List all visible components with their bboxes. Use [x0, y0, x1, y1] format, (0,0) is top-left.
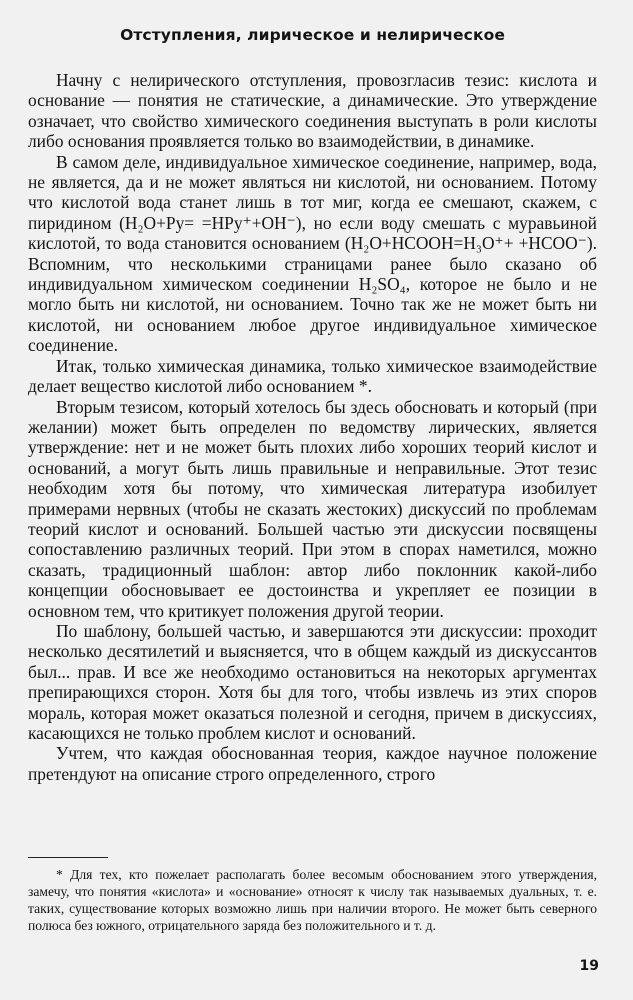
paragraph: По шаблону, большей частью, и завершаются эти дискуссии: проходит несколько десятилетий и выясняется, что в общем каждый из дискуссантов был... прав. И все же необходимо остановиться на некоторых аргументах препирающихся сторон. Хотя бы для того, чтобы извлечь из этих споров мораль, которая может оказаться полезной и сегодня, причем в дискуссиях, касающихся не только проблем кислот и оснований. [28, 620, 597, 743]
paragraph: Начну с нелирического отступления, провозгласив тезис: кислота и основание — понятия не статические, а динамические. Это утверждение означает, что свойство химического соединения выступать в роли кислоты либо основания проявляется только во взаимодействии, в динамике. [28, 70, 597, 152]
paragraph: Учтем, что каждая обоснованная теория, каждое научное положение претендуют на описание строго определенного, строго [28, 743, 597, 784]
paragraph: В самом деле, индивидуальное химическое соединение, например, вода, не является, да и не может являться ни кислотой, ни основанием. Потому что кислотой вода станет лишь в тот миг, когда ее смешают, скажем, с пиридином (H₂O+Py= =HPy⁺+OH⁻), но если воду смешать с муравьиной кислотой, то вода становится основанием (H₂O+HCOOH=H₃O⁺+ +HCOO⁻). Вспомним, что несколькими страницами ранее было сказано об индивидуальном химическом соединении H₂SO₄, которое не было и не могло быть ни кислотой, ни основанием. Точно так же не может быть ни кислотой, ни основанием любое другое индивидуальное химическое соединение. [28, 151, 597, 356]
footnote-divider [28, 857, 108, 858]
section-heading: Отступления, лирическое и нелирическое [120, 26, 505, 44]
footnote: * Для тех, кто пожелает располагать более весомым обоснованием этого утверждения, замечу, что понятия «кислота» и «основание» относят к числу так называемых дуальных, т. е. таких, существование которых возможно лишь при наличии второго. Не может быть северного полюса без южного, отрицательного заряда без положительного и т. д. [28, 867, 597, 933]
paragraph: Итак, только химическая динамика, только химическое взаимодействие делает вещество кислотой либо основанием *. [28, 355, 597, 397]
page-number: 19 [579, 958, 599, 974]
body-text [28, 70, 597, 784]
paragraph: Вторым тезисом, который хотелось бы здесь обосновать и который (при желании) может быть определен по ведомству лирических, является утверждение: нет и не может быть плохих либо хороших теорий кислот и оснований, а могут быть лишь правильные и неправильные. Этот тезис необходим хотя бы потому, что химическая литература изобилует примерами нервных (чтобы не сказать жестоких) дискуссий по проблемам теорий кислот и оснований. Большей частью эти дискуссии посвящены сопоставлению различных теорий. При этом в спорах наметился, можно сказать, традиционный шаблон: автор либо поклонник какой-либо концепции обосновывает ее достоинства и укрепляет ее позиции в основном тем, что критикует положения другой теории. [28, 396, 597, 621]
